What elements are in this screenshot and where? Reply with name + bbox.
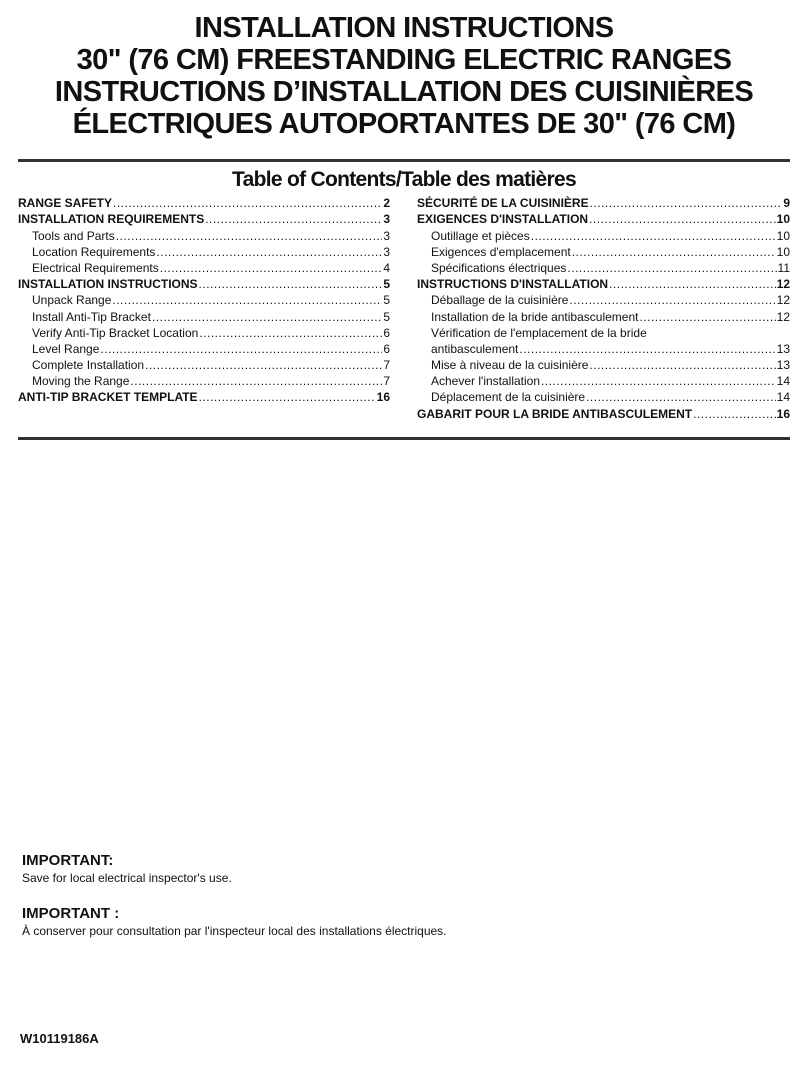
document-number: W10119186A <box>20 1031 99 1046</box>
toc-dot-leader <box>609 276 776 292</box>
toc-heading: Table of Contents/Table des matières <box>232 168 576 191</box>
toc-dot-leader <box>112 292 382 308</box>
toc-page-number: 3 <box>383 244 390 259</box>
toc-entry-label: Moving the Range <box>32 374 130 389</box>
toc-page-number: 4 <box>383 260 390 275</box>
toc-french-column <box>417 195 790 422</box>
toc-entry-label: Complete Installation <box>32 358 145 373</box>
document-title <box>0 12 808 140</box>
toc-dot-leader <box>199 389 376 405</box>
toc-page-number: 5 <box>383 277 390 292</box>
toc-entry <box>417 276 790 292</box>
toc-entry-label: Verify Anti-Tip Bracket Location <box>32 325 199 340</box>
toc-entry-label: Déballage de la cuisinière <box>431 293 569 308</box>
title-line-3: INSTRUCTIONS D’INSTALLATION DES CUISINIÈRES <box>54 76 754 108</box>
toc-entry <box>417 244 790 260</box>
toc-entry <box>417 308 790 324</box>
toc-entry <box>417 357 790 373</box>
toc-page-number: 10 <box>776 212 790 227</box>
toc-dot-leader <box>130 373 382 389</box>
toc-entry <box>417 292 790 308</box>
toc-entry <box>417 373 790 389</box>
toc-entry-label: antibasculement <box>431 341 519 356</box>
toc-entry <box>18 357 390 373</box>
toc-dot-leader <box>572 244 776 260</box>
toc-page-number: 16 <box>376 390 390 405</box>
toc-dot-leader <box>590 195 783 211</box>
toc-entry <box>417 260 790 276</box>
toc-page-number: 10 <box>776 244 790 259</box>
toc-entry <box>18 373 390 389</box>
toc-entry <box>417 211 790 227</box>
toc-page-number: 3 <box>383 212 390 227</box>
toc-page-number: 16 <box>776 406 790 421</box>
important-notice-french <box>22 905 447 938</box>
toc-entry <box>417 195 790 211</box>
toc-entry-label: Location Requirements <box>32 244 156 259</box>
toc-page-number: 7 <box>383 374 390 389</box>
toc-dot-leader <box>586 389 776 405</box>
toc-entry-label: Install Anti-Tip Bracket <box>32 309 151 324</box>
toc-entry <box>18 227 390 243</box>
toc-page-number: 7 <box>383 358 390 373</box>
toc-entry <box>18 292 390 308</box>
toc-page-number: 3 <box>383 228 390 243</box>
title-line-4: ÉLECTRIQUES AUTOPORTANTES DE 30" (76 CM) <box>72 108 736 140</box>
toc-entry-label: Vérification de l'emplacement de la bride <box>431 325 647 340</box>
toc-entry <box>18 325 390 341</box>
toc-page-number: 6 <box>383 341 390 356</box>
toc-entry-label: EXIGENCES D'INSTALLATION <box>417 212 589 227</box>
toc-entry-label: Outillage et pièces <box>431 228 530 243</box>
toc-dot-leader <box>116 228 383 244</box>
toc-dot-leader <box>156 244 382 260</box>
toc-dot-leader <box>589 357 775 373</box>
toc-entry <box>18 195 390 211</box>
toc-dot-leader <box>567 260 776 276</box>
toc-entry-label: Achever l'installation <box>431 374 541 389</box>
toc-entry-label: Electrical Requirements <box>32 260 159 275</box>
toc-page-number: 12 <box>776 277 790 292</box>
important-text: À conserver pour consultation par l'inspecteur local des installations électriques. <box>22 924 447 938</box>
toc-entry-label: INSTALLATION INSTRUCTIONS <box>18 277 198 292</box>
toc-page-number: 5 <box>383 309 390 324</box>
toc-entry-label: ANTI-TIP BRACKET TEMPLATE <box>18 390 198 405</box>
toc-page-number: 11 <box>777 260 790 275</box>
toc-dot-leader <box>531 228 776 244</box>
toc-dot-leader <box>113 195 382 211</box>
toc-entry <box>417 341 790 357</box>
toc-entry-label: RANGE SAFETY <box>18 196 113 211</box>
toc-entry-label: Spécifications électriques <box>431 260 567 275</box>
top-divider <box>18 159 790 162</box>
toc-dot-leader <box>639 309 775 325</box>
toc-entry-label: Installation de la bride antibasculement <box>431 309 639 324</box>
toc-dot-leader <box>519 341 775 357</box>
toc-page-number: 12 <box>776 293 790 308</box>
toc-page-number: 13 <box>776 358 790 373</box>
important-heading: IMPORTANT: <box>22 852 114 869</box>
toc-page-number: 13 <box>776 341 790 356</box>
toc-entry-label: SÉCURITÉ DE LA CUISINIÈRE <box>417 196 589 211</box>
toc-page-number: 2 <box>383 196 390 211</box>
toc-entry-label: Unpack Range <box>32 293 112 308</box>
toc-dot-leader <box>589 211 776 227</box>
toc-dot-leader <box>693 406 776 422</box>
toc-dot-leader <box>152 309 382 325</box>
toc-entry <box>417 389 790 405</box>
important-heading: IMPORTANT : <box>22 905 120 922</box>
toc-dot-leader <box>145 357 382 373</box>
title-line-2: 30" (76 CM) FREESTANDING ELECTRIC RANGES <box>76 44 732 76</box>
toc-entry-label: Exigences d'emplacement <box>431 244 571 259</box>
toc-dot-leader <box>541 373 776 389</box>
toc-entry-label: GABARIT POUR LA BRIDE ANTIBASCULEMENT <box>417 406 693 421</box>
toc-dot-leader <box>199 325 382 341</box>
toc-page-number: 14 <box>776 374 790 389</box>
toc-entry-label: Level Range <box>32 341 100 356</box>
toc-entry <box>18 244 390 260</box>
bottom-divider <box>18 437 790 440</box>
toc-entry <box>417 405 790 421</box>
important-notice-english <box>22 852 232 885</box>
toc-page-number: 9 <box>783 196 790 211</box>
toc-page-number: 10 <box>776 228 790 243</box>
toc-page-number: 12 <box>776 309 790 324</box>
toc-entry <box>18 276 390 292</box>
toc-entry-label: Déplacement de la cuisinière <box>431 390 586 405</box>
toc-english-column <box>18 195 390 405</box>
toc-page-number: 5 <box>383 293 390 308</box>
toc-entry <box>18 308 390 324</box>
toc-entry-label: Mise à niveau de la cuisinière <box>431 358 589 373</box>
toc-dot-leader <box>160 260 383 276</box>
toc-dot-leader <box>100 341 382 357</box>
toc-page-number: 14 <box>776 390 790 405</box>
toc-dot-leader <box>205 211 382 227</box>
toc-page-number: 6 <box>383 325 390 340</box>
toc-entry <box>18 211 390 227</box>
toc-entry <box>417 227 790 243</box>
toc-entry <box>18 341 390 357</box>
toc-entry <box>18 260 390 276</box>
important-text: Save for local electrical inspector's use. <box>22 871 232 885</box>
toc-entry-label: Tools and Parts <box>32 228 115 243</box>
toc-entry-label: INSTRUCTIONS D'INSTALLATION <box>417 277 609 292</box>
toc-dot-leader <box>569 292 775 308</box>
toc-entry-label: INSTALLATION REQUIREMENTS <box>18 212 205 227</box>
toc-entry <box>18 389 390 405</box>
title-line-1: INSTALLATION INSTRUCTIONS <box>194 12 614 44</box>
toc-dot-leader <box>199 276 383 292</box>
